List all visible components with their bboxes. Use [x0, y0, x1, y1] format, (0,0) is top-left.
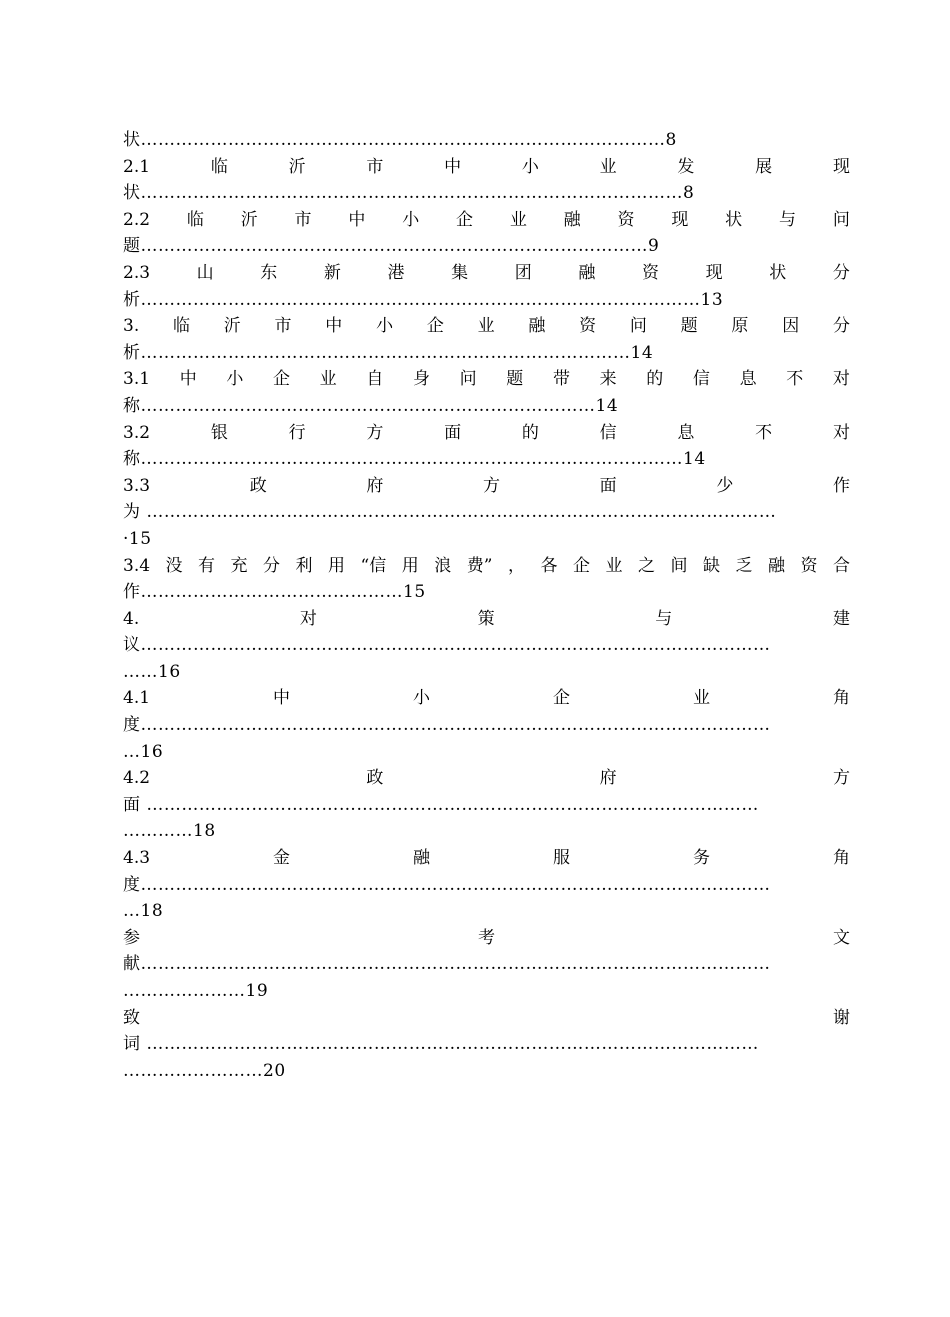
toc-heading-token: 现 — [671, 209, 689, 230]
toc-heading-token: 身 — [412, 369, 430, 390]
toc-heading-token: 港 — [387, 262, 405, 283]
toc-heading-token: 充 — [230, 555, 248, 576]
toc-heading-token: 息 — [677, 422, 695, 443]
toc-heading-token: 小 — [413, 688, 431, 709]
toc-heading-token: 不 — [786, 369, 804, 390]
toc-entry-leader[interactable]: ……16 — [123, 661, 181, 682]
toc-heading-token: 中 — [273, 688, 291, 709]
toc-entry-leader[interactable]: 称……………………………………………………………………14 — [123, 395, 619, 416]
toc-heading-token: 的 — [646, 369, 664, 390]
toc-heading-token: 业 — [692, 688, 710, 709]
toc-heading-token: 3.1 — [123, 369, 151, 390]
toc-heading-token: 资 — [617, 209, 635, 230]
toc-entry-leader[interactable]: 析…………………………………………………………………………14 — [123, 342, 654, 363]
toc-heading-token: 市 — [294, 209, 312, 230]
toc-heading-token: 对 — [299, 608, 317, 629]
toc-heading-token: 3. — [123, 316, 140, 337]
toc-entry-leader[interactable]: 面 …………………………………………………………………………………………… — [123, 794, 759, 815]
toc-heading-token: 融 — [413, 848, 431, 869]
toc-heading-token: “信 — [360, 555, 387, 576]
toc-heading-token: 的 — [521, 422, 539, 443]
toc-heading-token: 现 — [705, 262, 723, 283]
toc-entry-leader[interactable]: 作………………………………………15 — [123, 582, 426, 603]
toc-heading-token: 业 — [509, 209, 527, 230]
toc-heading-token: 业 — [599, 156, 617, 177]
toc-heading-token: 分 — [263, 555, 281, 576]
toc-heading-token: 各 — [540, 555, 558, 576]
toc-heading-token: 乏 — [735, 555, 753, 576]
toc-heading-token: 对 — [832, 422, 850, 443]
toc-entry-leader[interactable]: 状…………………………………………………………………………………8 — [123, 183, 695, 204]
toc-heading-token: 策 — [477, 608, 495, 629]
toc-heading-token: 4.1 — [123, 688, 151, 709]
toc-heading-token: 资 — [800, 555, 818, 576]
toc-heading-token: 府 — [599, 768, 617, 789]
toc-heading-token: 用 — [328, 555, 346, 576]
toc-heading-token: 有 — [198, 555, 216, 576]
toc-heading-token: 融 — [528, 316, 546, 337]
toc-heading-token: 府 — [366, 475, 384, 496]
toc-heading-token: 少 — [716, 475, 734, 496]
toc-heading-token: 息 — [739, 369, 757, 390]
toc-heading-token: 展 — [755, 156, 773, 177]
toc-entry-leader[interactable]: …………18 — [123, 821, 216, 842]
toc-heading-token: 行 — [288, 422, 306, 443]
toc-heading-token: 团 — [514, 262, 532, 283]
toc-heading-token: 方 — [483, 475, 501, 496]
toc-heading-token: 3.2 — [123, 422, 151, 443]
toc-heading-token: 市 — [366, 156, 384, 177]
toc-heading-token: 状 — [725, 209, 743, 230]
toc-heading-token: 信 — [692, 369, 710, 390]
toc-heading-token: 与 — [655, 608, 673, 629]
toc-entry-heading — [123, 1005, 850, 1032]
toc-heading-token: 文 — [833, 927, 850, 948]
toc-heading-token: 业 — [605, 555, 623, 576]
toc-entry-heading — [123, 207, 850, 234]
toc-entry-heading — [123, 154, 850, 181]
toc-heading-token: 谢 — [833, 1007, 850, 1028]
toc-heading-token: 沂 — [223, 316, 241, 337]
toc-heading-token: 中 — [325, 316, 343, 337]
toc-entry-leader[interactable]: 为 ……………………………………………………………………………………………… — [123, 502, 777, 523]
toc-entry-heading — [123, 366, 850, 393]
toc-entry-heading — [123, 553, 850, 580]
toc-heading-token: 企 — [572, 555, 590, 576]
toc-heading-token: 小 — [226, 369, 244, 390]
toc-heading-token: 间 — [670, 555, 688, 576]
toc-heading-token: 沂 — [240, 209, 258, 230]
toc-heading-token: 中 — [444, 156, 462, 177]
toc-heading-token: 题 — [680, 316, 698, 337]
toc-heading-token: 务 — [692, 848, 710, 869]
toc-heading-token: 2.2 — [123, 209, 151, 230]
toc-heading-token: 因 — [782, 316, 800, 337]
toc-entry-heading — [123, 420, 850, 447]
toc-heading-token: 面 — [444, 422, 462, 443]
toc-entry-leader[interactable]: 献……………………………………………………………………………………………… — [123, 954, 771, 975]
toc-heading-token: 中 — [348, 209, 366, 230]
toc-heading-token: 参 — [123, 927, 140, 948]
toc-heading-token: 临 — [210, 156, 228, 177]
toc-entry-leader[interactable]: 议……………………………………………………………………………………………… — [123, 635, 771, 656]
toc-entry-leader[interactable]: 称…………………………………………………………………………………14 — [123, 449, 706, 470]
toc-heading-token: 小 — [521, 156, 539, 177]
toc-heading-token: 与 — [778, 209, 796, 230]
toc-heading-token: 建 — [832, 608, 850, 629]
toc-heading-token: 企 — [273, 369, 291, 390]
toc-heading-token: 分 — [832, 316, 850, 337]
toc-heading-token: 2.3 — [123, 262, 151, 283]
toc-entry-leader[interactable]: ·15 — [123, 528, 152, 549]
toc-heading-token: 原 — [731, 316, 749, 337]
toc-heading-token: 作 — [832, 475, 850, 496]
toc-heading-token: 3.3 — [123, 475, 151, 496]
toc-heading-token: 2.1 — [123, 156, 151, 177]
toc-heading-token: 融 — [563, 209, 581, 230]
toc-heading-token: 资 — [579, 316, 597, 337]
toc-entry-heading — [123, 765, 850, 792]
toc-heading-token: 政 — [249, 475, 267, 496]
toc-heading-token: 发 — [677, 156, 695, 177]
toc-entry-heading — [123, 925, 850, 952]
toc-heading-token: 来 — [599, 369, 617, 390]
toc-heading-token: 利 — [295, 555, 313, 576]
toc-entry-leader[interactable]: 度……………………………………………………………………………………………… — [123, 874, 771, 895]
toc-entry-heading — [123, 685, 850, 712]
toc-heading-token: 不 — [755, 422, 773, 443]
toc-heading-token: 带 — [552, 369, 570, 390]
toc-entry-heading — [123, 313, 850, 340]
toc-entry-heading — [123, 473, 850, 500]
toc-heading-token: 小 — [402, 209, 420, 230]
toc-heading-token: 中 — [179, 369, 197, 390]
toc-heading-token: 致 — [123, 1007, 140, 1028]
toc-heading-token: 东 — [260, 262, 278, 283]
toc-entry-leader[interactable]: …18 — [123, 901, 164, 922]
toc-heading-token: 信 — [599, 422, 617, 443]
toc-heading-token: 角 — [832, 688, 850, 709]
toc-entry-leader[interactable]: 题……………………………………………………………………………9 — [123, 236, 660, 257]
toc-heading-token: 金 — [273, 848, 291, 869]
toc-entry-heading — [123, 606, 850, 633]
toc-heading-token: 资 — [642, 262, 660, 283]
toc-heading-token: 服 — [553, 848, 570, 869]
toc-heading-token: 缺 — [702, 555, 720, 576]
toc-heading-token: 新 — [323, 262, 341, 283]
toc-heading-token: 企 — [553, 688, 570, 709]
toc-heading-token: 方 — [366, 422, 384, 443]
toc-heading-token: 临 — [186, 209, 204, 230]
toc-entry-leader[interactable]: 词 …………………………………………………………………………………………… — [123, 1034, 759, 1055]
toc-entry-leader[interactable]: …16 — [123, 741, 164, 762]
toc-heading-token: 市 — [274, 316, 292, 337]
toc-heading-token: 没 — [165, 555, 183, 576]
toc-heading-token: 分 — [832, 262, 850, 283]
toc-entry-heading — [123, 260, 850, 287]
toc-heading-token: 集 — [451, 262, 469, 283]
toc-heading-token: 银 — [210, 422, 228, 443]
toc-heading-token: 题 — [506, 369, 524, 390]
toc-heading-token: ， — [507, 555, 525, 576]
toc-heading-token: 小 — [376, 316, 394, 337]
toc-heading-token: 临 — [173, 316, 190, 337]
toc-heading-token: 企 — [426, 316, 444, 337]
toc-entry-heading — [123, 845, 850, 872]
toc-heading-token: 4. — [123, 608, 140, 629]
toc-heading-token: 问 — [832, 209, 850, 230]
toc-heading-token: 浪 — [434, 555, 452, 576]
toc-heading-token: 自 — [366, 369, 384, 390]
toc-heading-token: 方 — [832, 768, 850, 789]
toc-entry-leader[interactable]: 度……………………………………………………………………………………………… — [123, 715, 771, 736]
toc-entry-leader[interactable]: 析……………………………………………………………………………………13 — [123, 289, 724, 310]
toc-entry-leader[interactable]: 状………………………………………………………………………………8 — [123, 130, 677, 150]
toc-heading-token: 考 — [478, 927, 495, 948]
toc-heading-token: 沂 — [288, 156, 306, 177]
toc-entry-leader[interactable]: …………………19 — [123, 981, 269, 1001]
toc-heading-token: 融 — [767, 555, 785, 576]
toc-heading-token: 政 — [366, 768, 384, 789]
toc-heading-token: 山 — [196, 262, 214, 283]
table-of-contents — [123, 127, 850, 1084]
toc-heading-token: 费” — [466, 555, 493, 576]
toc-heading-token: 角 — [832, 848, 850, 869]
toc-heading-token: 3.4 — [123, 555, 151, 576]
toc-heading-token: 状 — [769, 262, 787, 283]
toc-heading-token: 对 — [832, 369, 850, 390]
toc-heading-token: 问 — [459, 369, 477, 390]
toc-heading-token: 问 — [629, 316, 647, 337]
toc-heading-token: 融 — [578, 262, 596, 283]
toc-entry-leader[interactable]: ……………………20 — [123, 1060, 286, 1081]
toc-heading-token: 现 — [832, 156, 850, 177]
toc-heading-token: 业 — [477, 316, 495, 337]
toc-heading-token: 4.3 — [123, 848, 151, 869]
toc-heading-token: 之 — [637, 555, 655, 576]
toc-heading-token: 4.2 — [123, 768, 151, 789]
toc-heading-token: 面 — [599, 475, 617, 496]
toc-heading-token: 合 — [832, 555, 850, 576]
toc-heading-token: 业 — [319, 369, 337, 390]
toc-heading-token: 用 — [401, 555, 419, 576]
toc-heading-token: 企 — [456, 209, 474, 230]
